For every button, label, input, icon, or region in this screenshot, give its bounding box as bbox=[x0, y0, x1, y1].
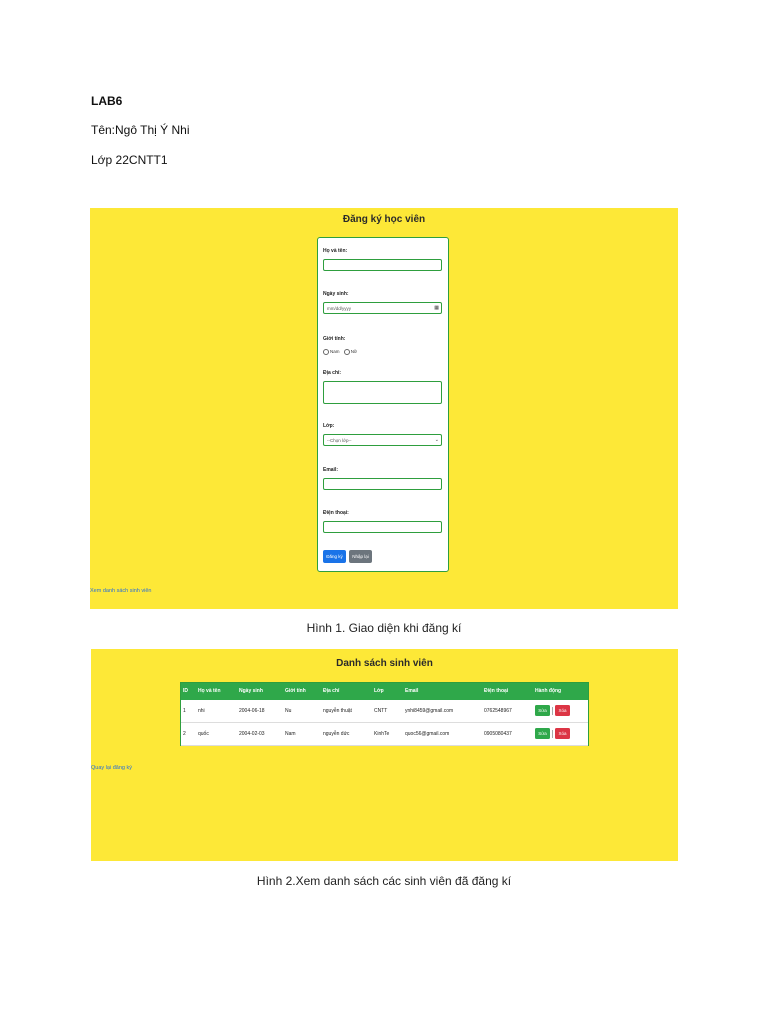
table-row bbox=[181, 723, 588, 746]
action-divider bbox=[552, 707, 553, 715]
cell-address: nguyễn dức bbox=[323, 731, 350, 737]
cell-class: CNTT bbox=[374, 708, 388, 714]
cell-email: ynhi8459@gmail.com bbox=[405, 708, 454, 714]
student-class: Lớp 22CNTT1 bbox=[91, 153, 168, 167]
fullname-label: Họ và tên: bbox=[323, 248, 348, 254]
col-class: Lớp bbox=[374, 688, 384, 694]
form-heading: Đăng ký học viên bbox=[342, 214, 426, 225]
cell-phone: 0762548967 bbox=[484, 708, 512, 714]
cell-class: KinhTe bbox=[374, 731, 390, 737]
dob-input[interactable] bbox=[323, 302, 442, 314]
gender-male-label: Nam bbox=[330, 349, 340, 355]
phone-label: Điện thoại: bbox=[323, 510, 349, 516]
student-table bbox=[180, 682, 589, 746]
table-row bbox=[181, 700, 588, 723]
class-label: Lớp: bbox=[323, 423, 335, 429]
cell-name: quốc bbox=[198, 731, 209, 737]
edit-button[interactable]: Sửa bbox=[535, 705, 550, 716]
col-id: ID bbox=[183, 688, 188, 694]
col-actions: Hành động bbox=[535, 688, 562, 694]
reset-button[interactable]: Nhập lại bbox=[349, 550, 372, 563]
fullname-input[interactable] bbox=[323, 259, 442, 271]
email-input[interactable] bbox=[323, 478, 442, 490]
doc-title: LAB6 bbox=[91, 94, 123, 108]
cell-address: nguyễn thuật bbox=[323, 708, 352, 714]
table-header bbox=[181, 683, 588, 700]
cell-id: 1 bbox=[183, 708, 186, 714]
delete-button[interactable]: Xóa bbox=[555, 705, 570, 716]
email-label: Email: bbox=[323, 467, 339, 473]
gender-female-label: Nữ bbox=[350, 349, 358, 355]
cell-gender: Nu bbox=[285, 708, 292, 714]
view-list-link[interactable]: Xem danh sách sinh viên bbox=[90, 588, 152, 594]
registration-form bbox=[317, 237, 449, 572]
gender-female-radio[interactable] bbox=[344, 349, 350, 355]
register-button[interactable]: Đăng ký bbox=[323, 550, 346, 563]
cell-name: nhi bbox=[198, 708, 205, 714]
chevron-down-icon: ⌄ bbox=[434, 437, 439, 443]
delete-button[interactable]: Xóa bbox=[555, 728, 570, 739]
figure-1-caption: Hình 1. Giao diện khi đăng kí bbox=[306, 621, 462, 635]
col-address: Địa chỉ bbox=[323, 688, 340, 694]
list-heading: Danh sách sinh viên bbox=[336, 658, 433, 669]
col-name: Họ và tên bbox=[198, 688, 221, 694]
student-list-screenshot bbox=[91, 649, 678, 861]
col-email: Email bbox=[405, 688, 419, 694]
calendar-icon[interactable]: ▦ bbox=[434, 305, 439, 311]
back-to-register-link[interactable]: Quay lại đăng ký bbox=[91, 765, 132, 771]
col-phone: Điện thoại bbox=[484, 688, 509, 694]
figure-2-caption: Hình 2.Xem danh sách các sinh viên đã đăng kí bbox=[256, 874, 512, 888]
gender-label: Giới tính: bbox=[323, 336, 346, 342]
address-textarea[interactable] bbox=[323, 381, 442, 404]
cell-id: 2 bbox=[183, 731, 186, 737]
cell-gender: Nam bbox=[285, 731, 296, 737]
dob-placeholder: mm/dd/yyyy bbox=[327, 306, 352, 311]
cell-email: quoc56@gmail.com bbox=[405, 731, 450, 737]
dob-label: Ngày sinh: bbox=[323, 291, 349, 297]
col-gender: Giới tính bbox=[285, 688, 306, 694]
action-divider bbox=[552, 730, 553, 738]
col-dob: Ngày sinh bbox=[239, 688, 263, 694]
gender-male-radio[interactable] bbox=[323, 349, 329, 355]
class-select[interactable] bbox=[323, 434, 442, 446]
cell-dob: 2004-06-18 bbox=[239, 708, 265, 714]
registration-screenshot bbox=[90, 208, 678, 609]
gender-options bbox=[323, 349, 357, 355]
student-name: Tên:Ngô Thị Ý Nhi bbox=[91, 123, 190, 137]
address-label: Địa chỉ: bbox=[323, 370, 342, 376]
edit-button[interactable]: Sửa bbox=[535, 728, 550, 739]
class-select-value: --Chọn lớp-- bbox=[327, 438, 352, 443]
cell-dob: 2004-02-03 bbox=[239, 731, 265, 737]
cell-phone: 0905080437 bbox=[484, 731, 512, 737]
phone-input[interactable] bbox=[323, 521, 442, 533]
